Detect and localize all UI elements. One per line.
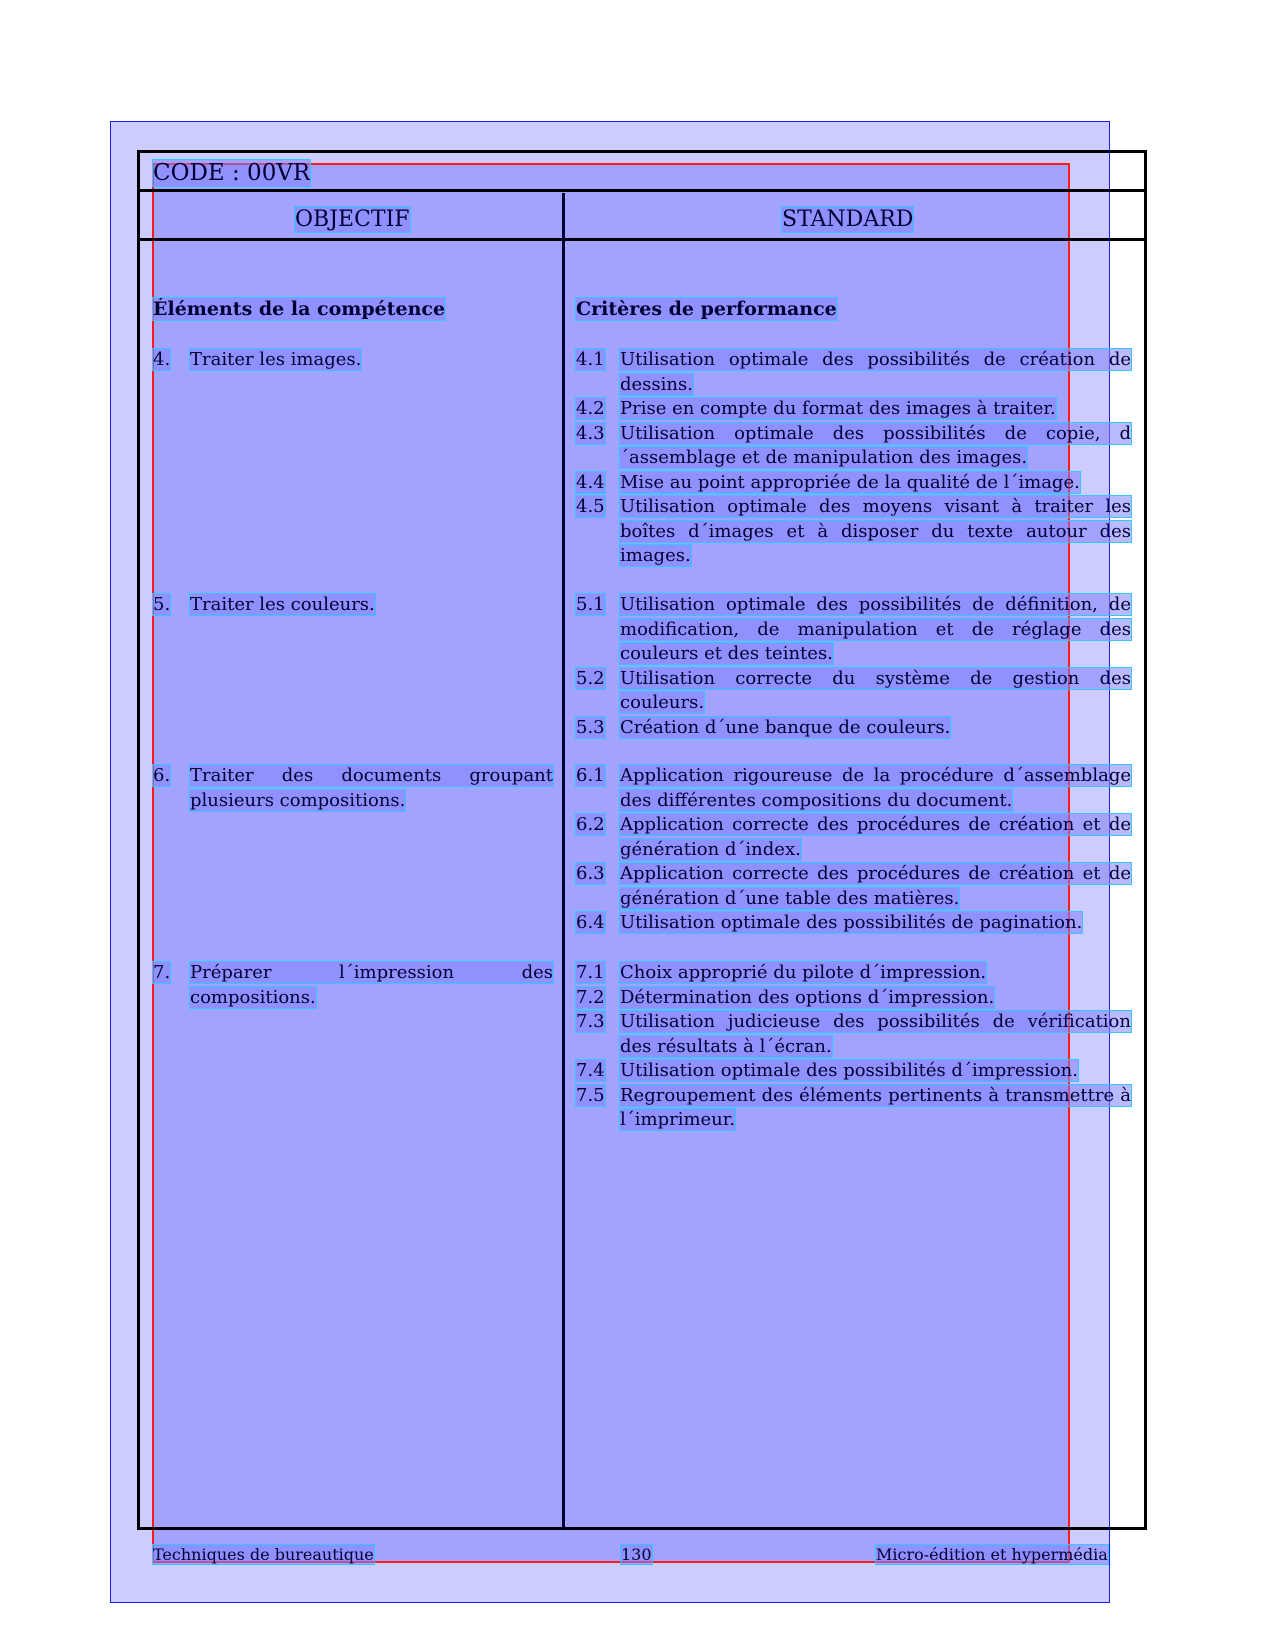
page-number: 130 [621, 1545, 652, 1564]
element-item: 5. Traiter les couleurs. [153, 594, 375, 615]
criterion-item: 7.3 Utilisation judicieuse des possibilités de vérification des résultats à l´écran. [576, 1011, 1131, 1057]
criterion-item: 4.4 Mise au point appropriée de la qualité de l´image. [576, 471, 1080, 493]
column-header-divider [137, 238, 1147, 241]
element-item: 7. Préparer l´impression des compositions. [153, 962, 553, 1008]
criteria-group-6 [576, 764, 1131, 936]
criterion-item: 5.2 Utilisation correcte du système de gestion des couleurs. [576, 667, 1131, 713]
criterion-item: 7.5 Regroupement des éléments pertinents à transmettre à l´imprimeur. [576, 1084, 1131, 1130]
criterion-item: 5.3 Création d´une banque de couleurs. [576, 716, 951, 738]
criterion-item: 4.5 Utilisation optimale des moyens visant à traiter les boîtes d´images et à disposer du texte autour des images. [576, 496, 1131, 566]
criterion-item: 4.2 Prise en compte du format des images à traiter. [576, 398, 1056, 419]
objective-header: OBJECTIF [295, 207, 410, 232]
column-divider [562, 193, 565, 1530]
criterion-item: 6.4 Utilisation optimale des possibilités de pagination. [576, 912, 1083, 933]
criterion-item: 5.1 Utilisation optimale des possibilités de définition, de modification, de manipulation et de réglage des couleurs et des teintes. [576, 594, 1131, 664]
criterion-item: 4.1 Utilisation optimale des possibilités de création de dessins. [576, 349, 1131, 395]
criterion-item: 7.4 Utilisation optimale des possibilités d´impression. [576, 1060, 1078, 1081]
criteria-title: Critères de performance [576, 298, 837, 320]
criteria-group-5 [576, 593, 1131, 740]
code-label: CODE : 00VR [153, 160, 311, 186]
footer-right: Micro-édition et hypermédia [876, 1545, 1108, 1564]
criterion-item: 6.2 Application correcte des procédures de création et de génération d´index. [576, 814, 1131, 860]
criterion-item: 6.1 Application rigoureuse de la procédure d´assemblage des différentes compositions du document. [576, 765, 1131, 811]
criterion-item: 7.2 Détermination des options d´impression. [576, 986, 995, 1008]
header-divider [137, 189, 1147, 192]
criterion-item: 4.3 Utilisation optimale des possibilités de copie, d´assemblage et de manipulation des images. [576, 422, 1131, 468]
standard-header: STANDARD [782, 207, 914, 232]
footer-left: Techniques de bureautique [153, 1545, 374, 1564]
elements-title: Éléments de la compétence [153, 298, 446, 320]
criteria-group-4 [576, 348, 1131, 569]
element-item: 4. Traiter les images. [153, 349, 362, 370]
element-item: 6. Traiter des documents groupant plusieurs compositions. [153, 765, 553, 811]
criteria-group-7 [576, 961, 1131, 1133]
criterion-item: 7.1 Choix approprié du pilote d´impression. [576, 962, 987, 983]
criterion-item: 6.3 Application correcte des procédures de création et de génération d´une table des matières. [576, 863, 1131, 909]
